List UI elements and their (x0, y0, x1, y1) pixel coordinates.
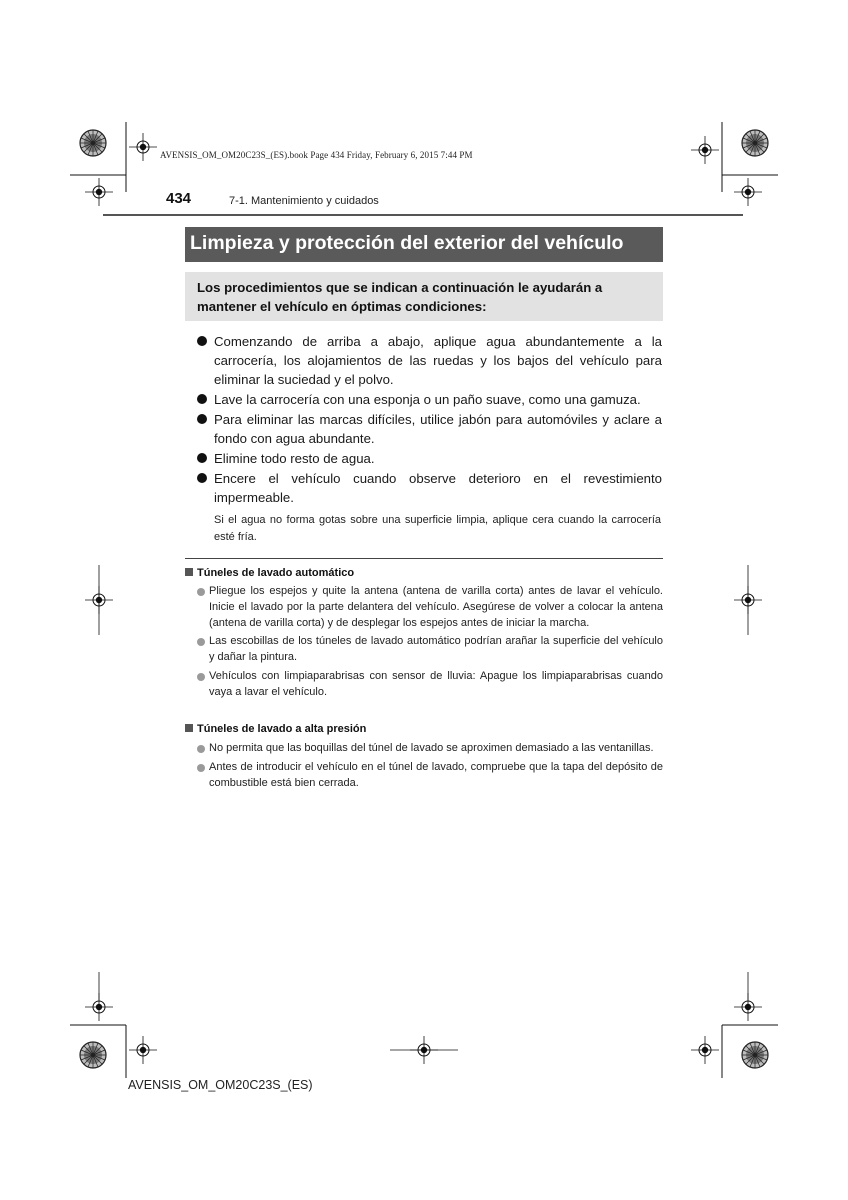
footer-book-id: AVENSIS_OM_OM20C23S_(ES) (128, 1078, 313, 1092)
list-item: Comenzando de arriba a abajo, aplique agua abundantemente a la carrocería, los alojamientos de las ruedas y los bajos del vehículo para eliminar la suciedad y el polvo. (196, 332, 662, 390)
bullet-icon (197, 588, 205, 596)
procedure-list (196, 332, 662, 508)
bullet-icon (197, 764, 205, 772)
bullet-icon (197, 414, 207, 424)
bullet-icon (197, 638, 205, 646)
list-item: Antes de introducir el vehículo en el túnel de lavado, compruebe que la tapa del depósito de combustible está bien cerrada. (197, 760, 663, 792)
bullet-icon (197, 673, 205, 681)
bullet-icon (197, 336, 207, 346)
section-heading: 7-1. Mantenimiento y cuidados (229, 195, 379, 207)
page-number: 434 (166, 190, 192, 207)
bullet-icon (197, 745, 205, 753)
list-item: Elimine todo resto de agua. (196, 449, 662, 468)
registration-mark (129, 1036, 157, 1064)
square-marker-icon (185, 724, 193, 732)
registration-mark (691, 136, 719, 164)
color-wheel-mark (742, 1042, 768, 1068)
intro-text: Los procedimientos que se indican a continuación le ayudarán a mantener el vehículo en óptimas condiciones: (197, 280, 603, 314)
registration-mark (691, 1036, 719, 1064)
header-divider (103, 214, 743, 216)
list-item: Las escobillas de los túneles de lavado automático podrían arañar la superficie del vehículo y dañar la pintura. (197, 634, 663, 666)
wax-note: Si el agua no forma gotas sobre una superficie limpia, aplique cera cuando la carrocería esté fría. (214, 514, 661, 543)
registration-mark (129, 133, 157, 161)
print-slug: AVENSIS_OM_OM20C23S_(ES).book Page 434 Friday, February 6, 2015 7:44 PM (160, 150, 473, 160)
bullet-icon (197, 473, 207, 483)
color-wheel-mark (80, 1042, 106, 1068)
registration-mark (85, 178, 113, 206)
square-marker-icon (185, 568, 193, 576)
section-divider (185, 558, 663, 559)
list-item: Encere el vehículo cuando observe deterioro en el revestimiento impermeable. (196, 469, 662, 507)
registration-mark (734, 178, 762, 206)
bullet-icon (197, 453, 207, 463)
subsection-title: Túneles de lavado a alta presión (185, 723, 663, 735)
page-title: Limpieza y protección del exterior del vehículo (190, 232, 624, 254)
list-item: No permita que las boquillas del túnel de lavado se aproximen demasiado a las ventanillas. (197, 741, 663, 757)
list-item: Vehículos con limpiaparabrisas con sensor de lluvia: Apague los limpiaparabrisas cuando vaya a lavar el vehículo. (197, 669, 663, 701)
color-wheel-mark (742, 130, 768, 156)
list-item: Para eliminar las marcas difíciles, utilice jabón para automóviles y aclare a fondo con agua abundante. (196, 410, 662, 448)
subsection-list (197, 741, 663, 794)
list-item: Pliegue los espejos y quite la antena (antena de varilla corta) antes de lavar el vehículo. Inicie el lavado por la parte delantera del vehículo. Asegúrese de volver a colocar la antena (antena de varilla corta) y de desplegar los espejos antes de iniciar la marcha. (197, 584, 663, 631)
subsection-title: Túneles de lavado automático (185, 567, 663, 579)
color-wheel-mark (80, 130, 106, 156)
subsection-list (197, 584, 663, 704)
list-item: Lave la carrocería con una esponja o un paño suave, como una gamuza. (196, 390, 662, 409)
bullet-icon (197, 394, 207, 404)
